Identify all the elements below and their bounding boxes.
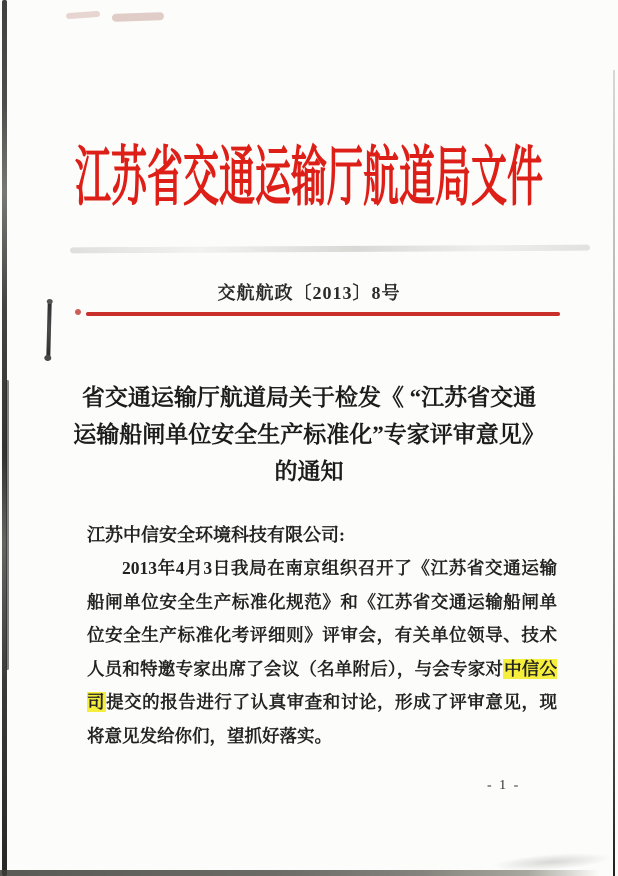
body-paragraph: [87, 552, 557, 753]
page-number: - 1 -: [487, 778, 521, 793]
scan-smudge-top-left: [66, 11, 100, 19]
highlighted-company-name: 中信公司: [87, 658, 558, 712]
scan-edge-left-shadow-2: [6, 380, 9, 670]
paragraph-text-before-highlight: 2013年4月3日我局在南京组织召开了《江苏省交通运输船闸单位安全生产标准化规范》和《江苏省交通运输船闸单位安全生产标准化考评细则》评审会，有关单位领导、技术人员和特邀专家出席了会议（名单附后），与会专家对: [87, 558, 557, 679]
notice-heading: [50, 379, 568, 490]
scan-smudge-line: [70, 245, 590, 254]
red-divider-line: [86, 312, 560, 316]
addressee-salutation: 江苏中信安全环境科技有限公司:: [87, 525, 345, 545]
red-ink-speck: [75, 309, 81, 315]
document-letterhead-title: 江苏省交通运输厅航道局文件: [74, 141, 543, 214]
notice-heading-line-2: 运输船闸单位安全生产标准化”专家评审意见》: [73, 422, 545, 447]
notice-heading-line-1: 省交通运输厅航道局关于检发《 “江苏省交通: [81, 385, 537, 410]
notice-heading-line-3: 的通知: [274, 459, 344, 484]
staple-mark: [46, 301, 52, 359]
scan-smudge-top-left-2: [112, 12, 164, 22]
paragraph-text-after-highlight: 提交的报告进行了认真审查和讨论，形成了评审意见，现将意见发给你们，望抓好落实。: [87, 692, 558, 746]
document-reference-number: 交航航政〔2013〕8号: [217, 283, 401, 303]
